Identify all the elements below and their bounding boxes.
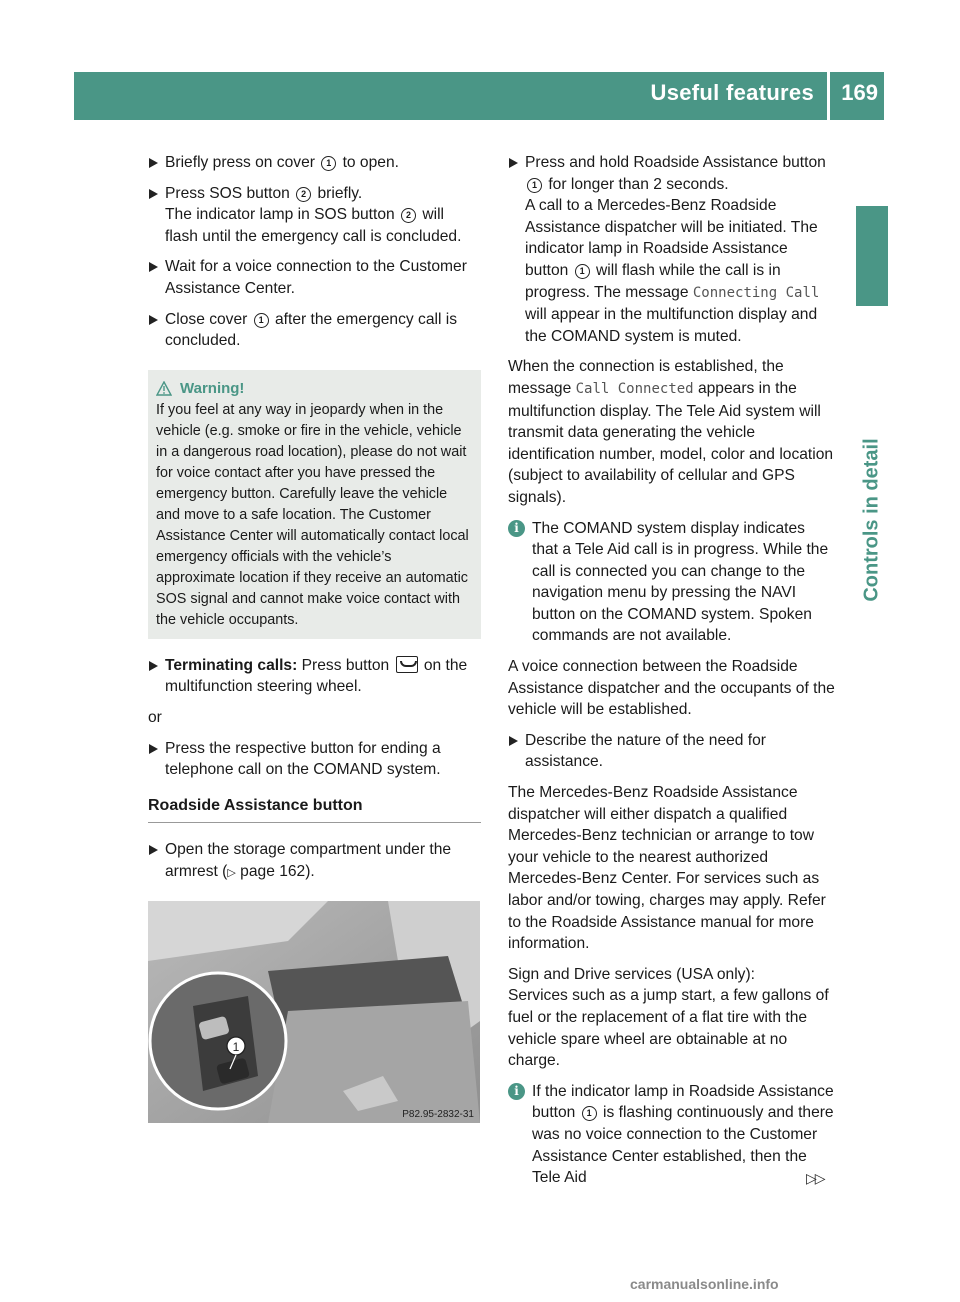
warning-text: If you feel at any way in jeopardy when in the vehicle (e.g. smoke or fire in the vehicle, vehicle in a dangerous road location), please do not wait for voice contact after you have pressed the emergency button. Carefully leave the vehicle and move to a safe location. The Customer Assistance Center will automatically contact local emergency officials with the vehicle’s approximate location if they receive an automatic SOS signal and cannot make voice contact with the vehicle occupants. (156, 401, 469, 628)
page-header (74, 72, 884, 120)
sign-drive-paragraph: Sign and Drive services (USA only): Services such as a jump start, a few gallons of fuel or the replacement of a flat tire with the vehicle spare wheel are obtainable at no charge. (508, 965, 829, 1070)
side-tab-marker (856, 206, 888, 306)
step-press-sos: Press SOS button 2 briefly. The indicator lamp in SOS button 2 will flash until the emergency call is concluded. (148, 183, 481, 248)
page-number: 169 (841, 80, 878, 105)
chapter-label: Controls in detail (860, 438, 883, 602)
header-divider (827, 72, 830, 120)
step-wait-voice: Wait for a voice connection to the Customer Assistance Center. (148, 256, 481, 299)
warning-title: Warning! (180, 379, 245, 397)
warning-triangle-icon (156, 381, 172, 396)
info-note-indicator: i If the indicator lamp in Roadside Assistance button 1 is flashing continuously and there was no voice connection to the Customer Assistance Center established, then the Tele Aid (508, 1081, 835, 1189)
dispatch-paragraph: The Mercedes-Benz Roadside Assistance dispatcher will either dispatch a qualified Mercedes-Benz technician or arrange to tow your vehicle to the nearest authorized Mercedes-Benz Center. For services such as labor and/or towing, charges may apply. Refer to the Roadside Assistance manual for more information. (508, 784, 826, 953)
photo-illustration (148, 901, 480, 1123)
callout-badge: 2 (296, 187, 311, 202)
step-press-end-button: Press the respective button for ending a telephone call on the COMAND system. (148, 738, 481, 781)
info-note-comand: i The COMAND system display indicates that a Tele Aid call is in progress. While the call is connected you can change to the navigation menu by pressing the NAVI button on the COMAND system. Spoken commands are not available. (508, 518, 835, 648)
or-text: or (148, 708, 162, 726)
photo-code: P82.95-2832-31 (402, 1108, 474, 1120)
display-message: Connecting Call (692, 284, 820, 301)
section-title: Useful features (650, 80, 814, 105)
section-heading: Roadside Assistance button (148, 795, 481, 824)
callout-badge: 1 (254, 313, 269, 328)
info-icon: i (508, 1083, 525, 1100)
info-icon: i (508, 520, 525, 537)
connected-paragraph: When the connection is established, the message Call Connected appears in the multifunction display. The Tele Aid system will transmit data generating the vehicle identification number, model, color and location (subject to availability of cellular and GPS signals). (508, 358, 834, 506)
step-press-cover: Briefly press on cover 1 to open. (148, 152, 481, 174)
callout-badge: 1 (527, 178, 542, 193)
step-press-hold-roadside: Press and hold Roadside Assistance button 1 for longer than 2 seconds. A call to a Mercedes-Benz Roadside Assistance dispatcher will be initiated. The indicator lamp in Roadside Assistance button 1 will flash while the call is in progress. The message Connecting Call will appear in the multifunction display and the COMAND system is muted. (508, 152, 835, 347)
step-detail: A call to a Mercedes-Benz Roadside Assistance dispatcher will be initiated. The indicator lamp in Roadside Assistance button 1 will flash while the call is in progress. The message Connecting Call will appear in the multifunction display and the COMAND system is muted. (525, 197, 820, 345)
continued-arrow-icon: ▷▷ (806, 1170, 824, 1186)
callout-badge: 2 (401, 208, 416, 223)
footer-watermark: carmanualsonline.info (630, 1276, 779, 1292)
step-close-cover: Close cover 1 after the emergency call is concluded. (148, 309, 481, 352)
right-column (508, 152, 835, 1198)
voice-connection-paragraph: A voice connection between the Roadside Assistance dispatcher and the occupants of the vehicle will be established. (508, 658, 835, 719)
display-message: Call Connected (575, 380, 694, 397)
storage-compartment-photo (148, 901, 480, 1123)
left-column (148, 152, 481, 1123)
step-open-storage: Open the storage compartment under the armrest (▷ page 162). (148, 839, 481, 884)
warning-box (148, 370, 481, 639)
page-ref-arrow-icon: ▷ (227, 866, 236, 879)
step-terminating-calls: Terminating calls: Press button on the multifunction steering wheel. (148, 655, 481, 698)
callout-badge: 1 (321, 156, 336, 171)
callout-badge: 1 (575, 264, 590, 279)
warning-header (156, 378, 473, 400)
step-detail: The indicator lamp in SOS button 2 will flash until the emergency call is concluded. (165, 206, 462, 245)
callout-badge: 1 (582, 1106, 597, 1121)
step-describe-need: Describe the nature of the need for assistance. (508, 730, 835, 773)
photo-callout: 1 (232, 1039, 240, 1054)
end-call-icon (396, 656, 418, 673)
